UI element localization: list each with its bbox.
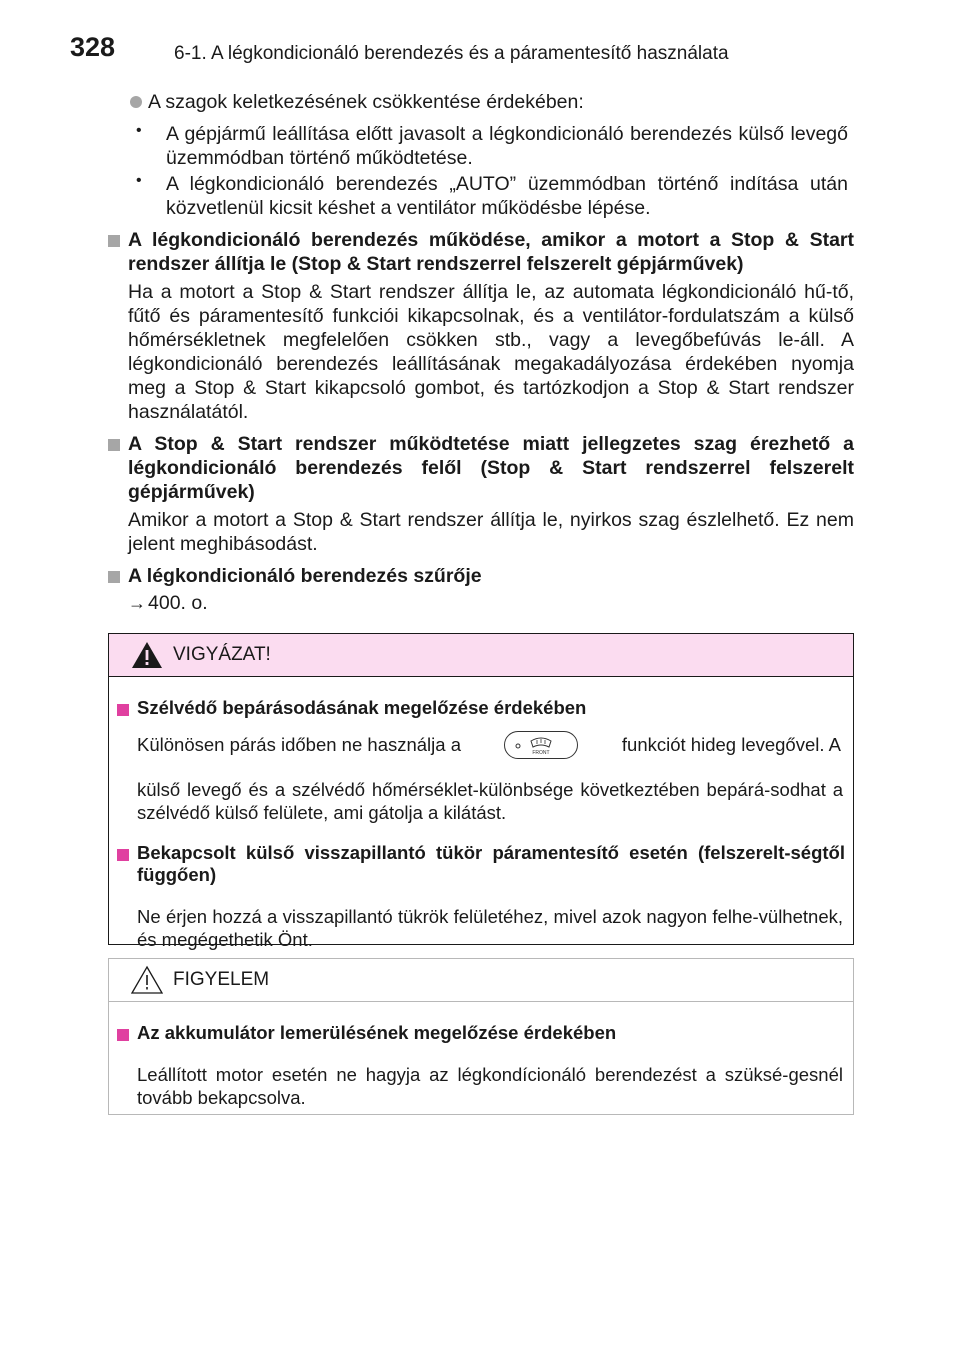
list-item [130, 172, 854, 220]
intro-dot-text: A szagok keletkezésének csökkentése érdekében: [148, 91, 584, 113]
warning-box [108, 633, 854, 950]
warning-heading-text: Szélvédő bepárásodásának megelőzése érdekében [137, 697, 587, 718]
square-bullet-icon [108, 439, 120, 451]
page-reference[interactable] [128, 592, 854, 615]
warning-text-after: funkciót hideg levegővel. A [621, 734, 841, 755]
bullet-mark: • [136, 122, 142, 139]
bullet-text: A gépjármű leállítása előtt javasolt a légkondicionáló berendezés külső levegő üzemmódban történő működtetése. [166, 123, 848, 169]
notice-triangle-icon [131, 965, 163, 995]
warning-header [109, 634, 853, 677]
notice-item-heading [117, 1022, 853, 1044]
page-reference-text: 400. o. [148, 592, 208, 614]
section-heading [108, 228, 854, 276]
svg-text:FRONT: FRONT [532, 750, 551, 756]
notice-header [109, 959, 853, 1002]
warning-heading-text: Bekapcsolt külső visszapillantó tükör páramentesítő esetén (felszerelt-ségtől függően) [137, 842, 845, 885]
section-title: 6-1. A légkondicionáló berendezés és a páramentesítő használata [174, 43, 729, 64]
warning-item-heading [117, 842, 853, 886]
bullet-mark: • [136, 172, 142, 189]
section-text: Amikor a motort a Stop & Start rendszer állítja le, nyirkos szag észlelhető. Ez nem jelent meghibásodást. [128, 509, 854, 555]
arrow-right-icon: → [128, 593, 146, 613]
warning-text-before: Különösen párás időben ne használja a [137, 734, 461, 755]
warning-title: VIGYÁZAT! [173, 644, 271, 665]
square-bullet-icon [108, 571, 120, 583]
section-heading-text: A Stop & Start rendszer működtetése miatt jellegzetes szag érezhető a légkondicionáló berendezés felől (Stop & Start rendszerrel felszerelt gépjárművek) [128, 433, 854, 503]
warning-triangle-icon [131, 640, 163, 670]
bullet-dot-icon [130, 96, 142, 108]
square-bullet-icon [117, 704, 129, 716]
square-bullet-icon [117, 1029, 129, 1041]
section-heading [108, 564, 854, 588]
notice-body [109, 1002, 853, 1109]
notice-title: FIGYELEM [173, 969, 270, 990]
page-number: 328 [70, 32, 116, 62]
section-heading [108, 432, 854, 504]
bullet-text: A légkondicionáló berendezés „AUTO” üzemmódban történő indítása után közvetlenül kicsit késhet a ventilátor működésbe lépése. [166, 173, 848, 219]
section-text: Ha a motort a Stop & Start rendszer állítja le, az automata légkondicionáló hű-tő, fűtő és páramentesítő funkciói kikapcsolnak, és a ventilátor-fordulatszám a külső hőmérsékletnek megfelelően csökken stb., vagy a levegőbefúvás le-áll. A légkondicionáló berendezés leállításának megakadályozása érdekében nyomja meg a Stop & Start kikapcsoló gombot, és tartózkodjon a Stop & Start rendszer használatától. [128, 281, 854, 423]
warning-body [109, 677, 853, 951]
square-bullet-icon [117, 849, 129, 861]
warning-inline-line [137, 731, 853, 759]
front-defroster-button [504, 731, 578, 759]
notice-text: Leállított motor esetén ne hagyja az légkondícionáló berendezést a szüksé-gesnél tovább bekapcsolva. [137, 1063, 843, 1108]
warning-item-heading [117, 697, 853, 719]
page-header [70, 32, 870, 72]
square-bullet-icon [108, 235, 120, 247]
list-item [130, 122, 854, 170]
section-heading-text: A légkondicionáló berendezés szűrője [128, 565, 482, 587]
warning-text: külső levegő és a szélvédő hőmérséklet-különbsége következtében bepárá-sodhat a szélvédő külső felülete, ami gátolja a kilátást. [137, 778, 843, 823]
main-content [108, 90, 854, 615]
warning-text: Ne érjen hozzá a visszapillantó tükrök felületéhez, mivel azok nagyon felhe-vülhetnek, és megégethetik Önt. [137, 905, 843, 950]
intro-dot-item [130, 90, 854, 114]
front-defroster-icon [505, 732, 577, 758]
intro-bullets [130, 122, 854, 220]
notice-box [108, 958, 854, 1115]
section-heading-text: A légkondicionáló berendezés működése, amikor a motort a Stop & Start rendszer állítja le (Stop & Start rendszerrel felszerelt gépjárművek) [128, 229, 854, 275]
notice-heading-text: Az akkumulátor lemerülésének megelőzése érdekében [137, 1022, 617, 1043]
